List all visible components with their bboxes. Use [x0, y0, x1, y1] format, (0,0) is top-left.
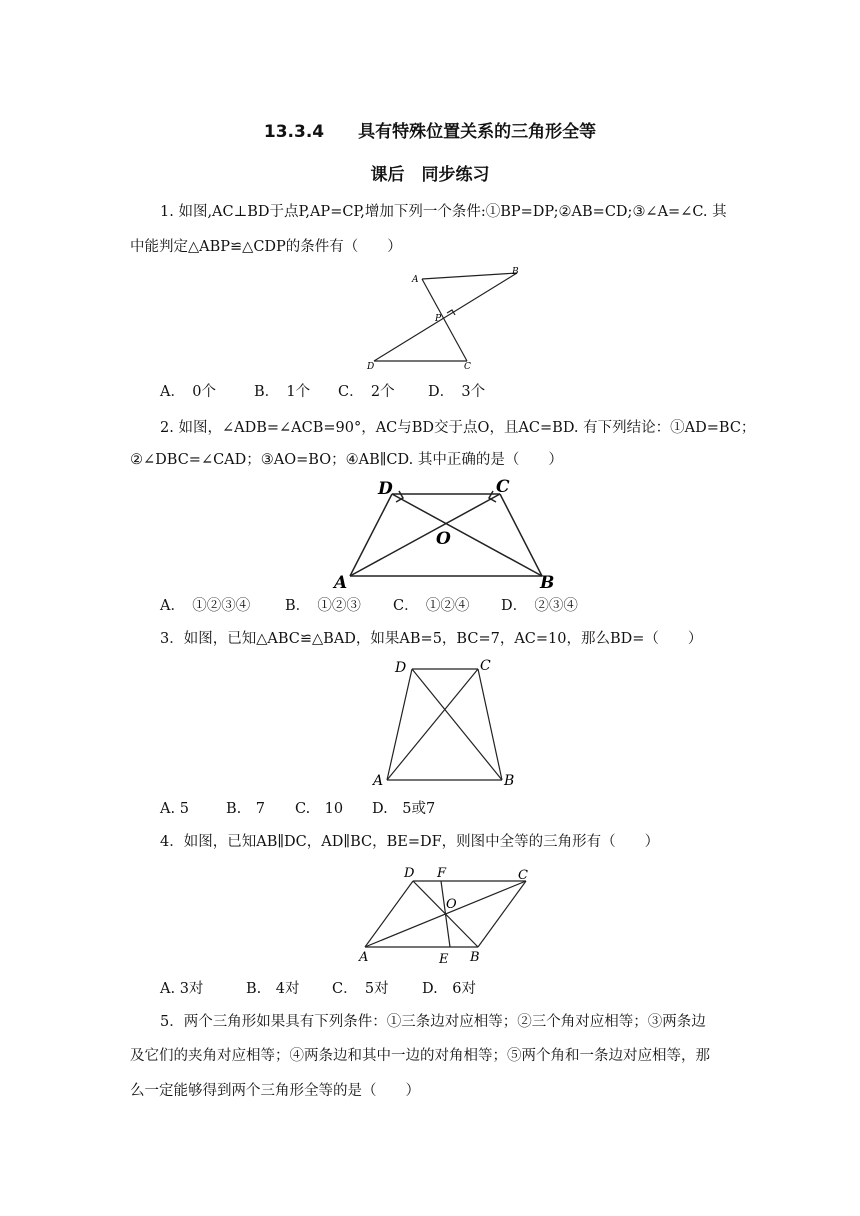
- q4-figure: [355, 860, 545, 974]
- q2-segment-ac: [350, 494, 500, 576]
- q2-option-d[interactable]: D． ②③④: [501, 598, 578, 614]
- q4-options: [160, 979, 476, 999]
- q1-label-p: P: [435, 314, 442, 324]
- q1-option-a[interactable]: A． 0个: [160, 384, 216, 400]
- q2-figure: [330, 474, 570, 596]
- q3-line1: 3．如图，已知△ABC≌△BAD，如果AB=5，BC=7，AC=10，那么BD=（ ）: [160, 631, 703, 647]
- q4-label-e: E: [439, 952, 449, 967]
- q3-options: [160, 799, 435, 819]
- q1-option-d[interactable]: D． 3个: [428, 384, 486, 400]
- q4-option-a[interactable]: A. 3对: [160, 981, 204, 997]
- q1-option-c[interactable]: C． 2个: [338, 384, 395, 400]
- q4-label-c: C: [518, 868, 528, 883]
- q2-label-o: O: [436, 529, 451, 549]
- q1-line2: 中能判定△ABP≌△CDP的条件有（ ）: [130, 239, 402, 255]
- q2-label-d: D: [378, 479, 393, 499]
- q4-label-o: O: [446, 897, 457, 912]
- q1-label-c: C: [464, 362, 471, 372]
- q2-line1: 2. 如图，∠ADB=∠ACB=90°，AC与BD交于点O，且AC=BD. 有下列结论：①AD=BC；: [160, 420, 756, 436]
- q2-label-a: A: [334, 573, 348, 592]
- q3-segment-ad: [387, 669, 412, 780]
- q2-option-b[interactable]: B． ①②③: [285, 598, 361, 614]
- q1-options: [160, 382, 485, 402]
- q3-segment-bc: [478, 669, 502, 780]
- q2-label-c: C: [496, 477, 510, 497]
- q2-label-b: B: [540, 573, 555, 592]
- q5-line1: 5．两个三角形如果具有下列条件：①三条边对应相等；②三个角对应相等；③两条边: [160, 1014, 706, 1030]
- q3-label-d: D: [395, 660, 407, 676]
- q4-segment-ef: [441, 881, 450, 947]
- q2-options: [160, 596, 578, 616]
- q2-option-c[interactable]: C． ①②④: [393, 598, 470, 614]
- q1-segment-bd: [374, 273, 517, 361]
- q4-line1: 4．如图，已知AB∥DC，AD∥BC，BE=DF，则图中全等的三角形有（ ）: [160, 834, 660, 850]
- q3-label-b: B: [504, 773, 515, 789]
- page-subtitle: 课后 同步练习: [370, 165, 490, 185]
- q2-line2: ②∠DBC=∠CAD；③AO=BO；④AB∥CD. 其中正确的是（ ）: [130, 452, 563, 468]
- q4-label-b: B: [470, 950, 480, 965]
- q1-segment-ac: [422, 279, 467, 361]
- q1-line1: 1. 如图,AC⊥BD于点P,AP=CP,增加下列一个条件:①BP=DP;②AB=CD;③∠A=∠C. 其: [160, 204, 727, 220]
- q3-option-a[interactable]: A. 5: [160, 801, 189, 817]
- q3-segment-bd: [412, 669, 502, 780]
- q1-segment-ab: [422, 273, 517, 279]
- q3-label-a: A: [373, 773, 384, 789]
- q3-option-c[interactable]: C. 10: [295, 801, 344, 817]
- q2-option-a[interactable]: A． ①②③④: [160, 598, 251, 614]
- q4-option-c[interactable]: C． 5对: [332, 981, 389, 997]
- q1-figure: [360, 265, 530, 379]
- q1-label-d: D: [367, 362, 375, 372]
- q3-option-b[interactable]: B. 7: [226, 801, 265, 817]
- q3-segment-ac: [387, 669, 478, 780]
- q4-label-d: D: [404, 866, 415, 881]
- q5-line3: 么一定能够得到两个三角形全等的是（ ）: [130, 1083, 420, 1099]
- q5-line2: 及它们的夹角对应相等；④两条边和其中一边的对角相等；⑤两个角和一条边对应相等，那: [130, 1048, 710, 1064]
- q1-label-b: B: [512, 267, 519, 277]
- q4-label-f: F: [437, 866, 447, 881]
- q3-label-c: C: [480, 658, 491, 674]
- q4-option-d[interactable]: D. 6对: [422, 981, 476, 997]
- q1-label-a: A: [412, 275, 419, 285]
- page-title: 13.3.4 具有特殊位置关系的三角形全等: [263, 122, 597, 142]
- q1-option-b[interactable]: B． 1个: [254, 384, 311, 400]
- q3-figure: [365, 652, 525, 796]
- q4-label-a: A: [359, 950, 369, 965]
- q3-option-d[interactable]: D. 5或7: [372, 801, 436, 817]
- q2-segment-bd: [392, 494, 542, 576]
- q4-option-b[interactable]: B. 4对: [246, 981, 300, 997]
